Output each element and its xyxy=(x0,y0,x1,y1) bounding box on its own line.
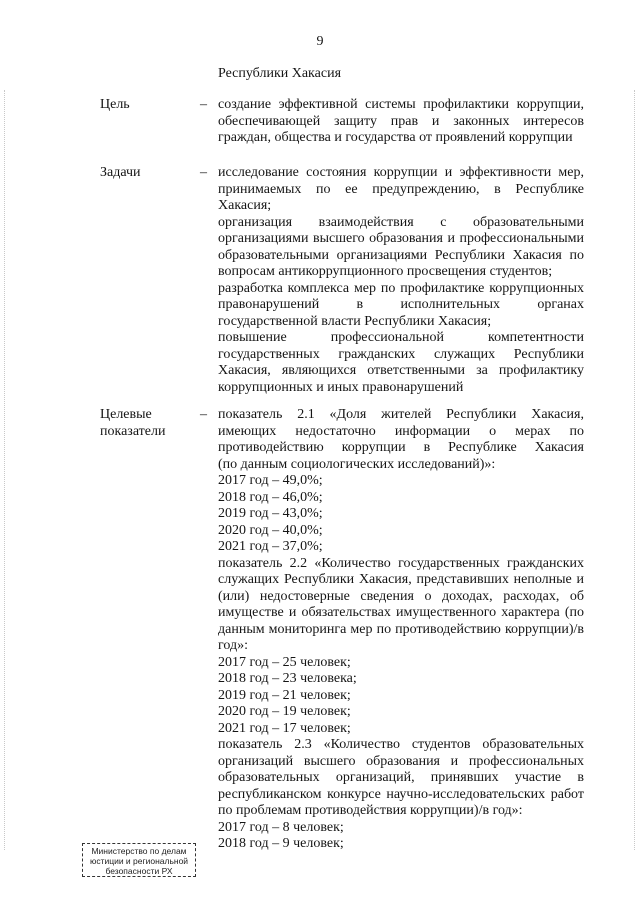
text-line: государственной власти Республики Хакасия; xyxy=(218,313,492,329)
text-line: образовательных организаций, принявших участие в xyxy=(218,770,584,785)
text-line: имуществе и обязательствах имущественного характера (по xyxy=(218,605,584,620)
ministry-stamp xyxy=(82,843,196,877)
indicators-label xyxy=(100,407,190,440)
year-value-line: 2017 год – 8 человек; xyxy=(218,819,344,835)
year-value-line: 2018 год – 9 человек; xyxy=(218,836,344,851)
text-line: принимаемых по ее предупреждению, в Республике xyxy=(218,181,584,197)
indicators-label-line: Целевые xyxy=(100,407,152,422)
year-value-line: 2020 год – 19 человек; xyxy=(218,704,351,719)
text-line: граждан, общества и государства от проявлений коррупции xyxy=(218,130,573,145)
year-value-line: 2019 год – 43,0%; xyxy=(218,506,323,521)
text-line: показатель 2.3 «Количество студентов образовательных xyxy=(218,737,584,752)
text-line: Хакасия; xyxy=(218,198,272,213)
text-line: показатель 2.2 «Количество государственных гражданских xyxy=(218,555,584,571)
stamp-line: безопасности РХ xyxy=(105,866,173,876)
indicators-label-line: показатели xyxy=(100,423,166,439)
text-line: республиканском конкурсе научно-исследовательских работ xyxy=(218,786,584,802)
text-line: организаций высшего образования и профессиональных xyxy=(218,753,584,769)
text-line: по проблемам противодействия коррупции)/в год»: xyxy=(218,803,523,818)
text-line: организациями высшего образования и профессиональными xyxy=(218,231,584,246)
text-line: образовательными организациями Республики Хакасия по xyxy=(218,247,584,263)
text-line: правонарушений в исполнительных органах xyxy=(218,297,584,312)
text-line: создание эффективной системы профилактики коррупции, xyxy=(218,97,584,112)
text-line: данным мониторинга мер по противодействию коррупции)/в xyxy=(218,621,584,637)
year-value-line: 2017 год – 49,0%; xyxy=(218,473,323,488)
year-value-line: 2018 год – 46,0%; xyxy=(218,489,323,505)
goal-label: Цель xyxy=(100,97,130,112)
year-value-line: 2020 год – 40,0%; xyxy=(218,522,323,538)
text-line: вопросам антикоррупционного просвещения студентов; xyxy=(218,264,553,279)
stamp-line: юстиции и региональной xyxy=(89,856,189,866)
text-line: (по данным социологических исследований)»: xyxy=(218,456,496,472)
year-value-line: 2021 год – 17 человек; xyxy=(218,720,351,736)
goal-text xyxy=(218,97,584,147)
text-line: обеспечивающей защиту прав и законных интересов xyxy=(218,113,584,129)
text-line: повышение профессиональной компетентности xyxy=(218,330,584,345)
text-line: организация взаимодействия с образовательными xyxy=(218,214,584,230)
year-value-line: 2019 год – 21 человек; xyxy=(218,687,351,703)
scan-edge-left xyxy=(4,90,6,850)
text-line: показатель 2.1 «Доля жителей Республики Хакасия, xyxy=(218,407,584,422)
indicators-text xyxy=(218,407,584,853)
text-line: исследование состояния коррупции и эффективности мер, xyxy=(218,165,584,180)
text-line: противодействию коррупции в Республике Хакасия xyxy=(218,440,584,455)
year-value-line: 2021 год – 37,0%; xyxy=(218,539,323,554)
tasks-text xyxy=(218,165,584,396)
text-line: имеющих недостаточно информации о мерах по xyxy=(218,423,584,439)
text-line: коррупционных и иных правонарушений xyxy=(218,379,464,395)
stamp-line: Министерство по делам xyxy=(91,846,187,856)
year-value-line: 2017 год – 25 человек; xyxy=(218,654,351,670)
goal-dash: – xyxy=(200,97,207,112)
text-line: год»: xyxy=(218,638,249,653)
text-line: государственных гражданских служащих Республики xyxy=(218,346,584,362)
text-line: служащих Республики Хакасия, представивших неполные и xyxy=(218,572,584,587)
section-subtitle: Республики Хакасия xyxy=(218,66,342,81)
text-line: Хакасия, являющихся ответственными за профилактику xyxy=(218,363,584,378)
text-line: (или) недостоверные сведения о доходах, расходах, об xyxy=(218,588,584,604)
indicators-dash: – xyxy=(200,407,207,422)
tasks-label: Задачи xyxy=(100,165,141,180)
text-line: разработка комплекса мер по профилактике коррупционных xyxy=(218,280,584,296)
year-value-line: 2018 год – 23 человека; xyxy=(218,671,357,686)
scan-edge-right xyxy=(634,90,636,850)
page-number: 9 xyxy=(316,34,324,49)
tasks-dash: – xyxy=(200,165,207,180)
